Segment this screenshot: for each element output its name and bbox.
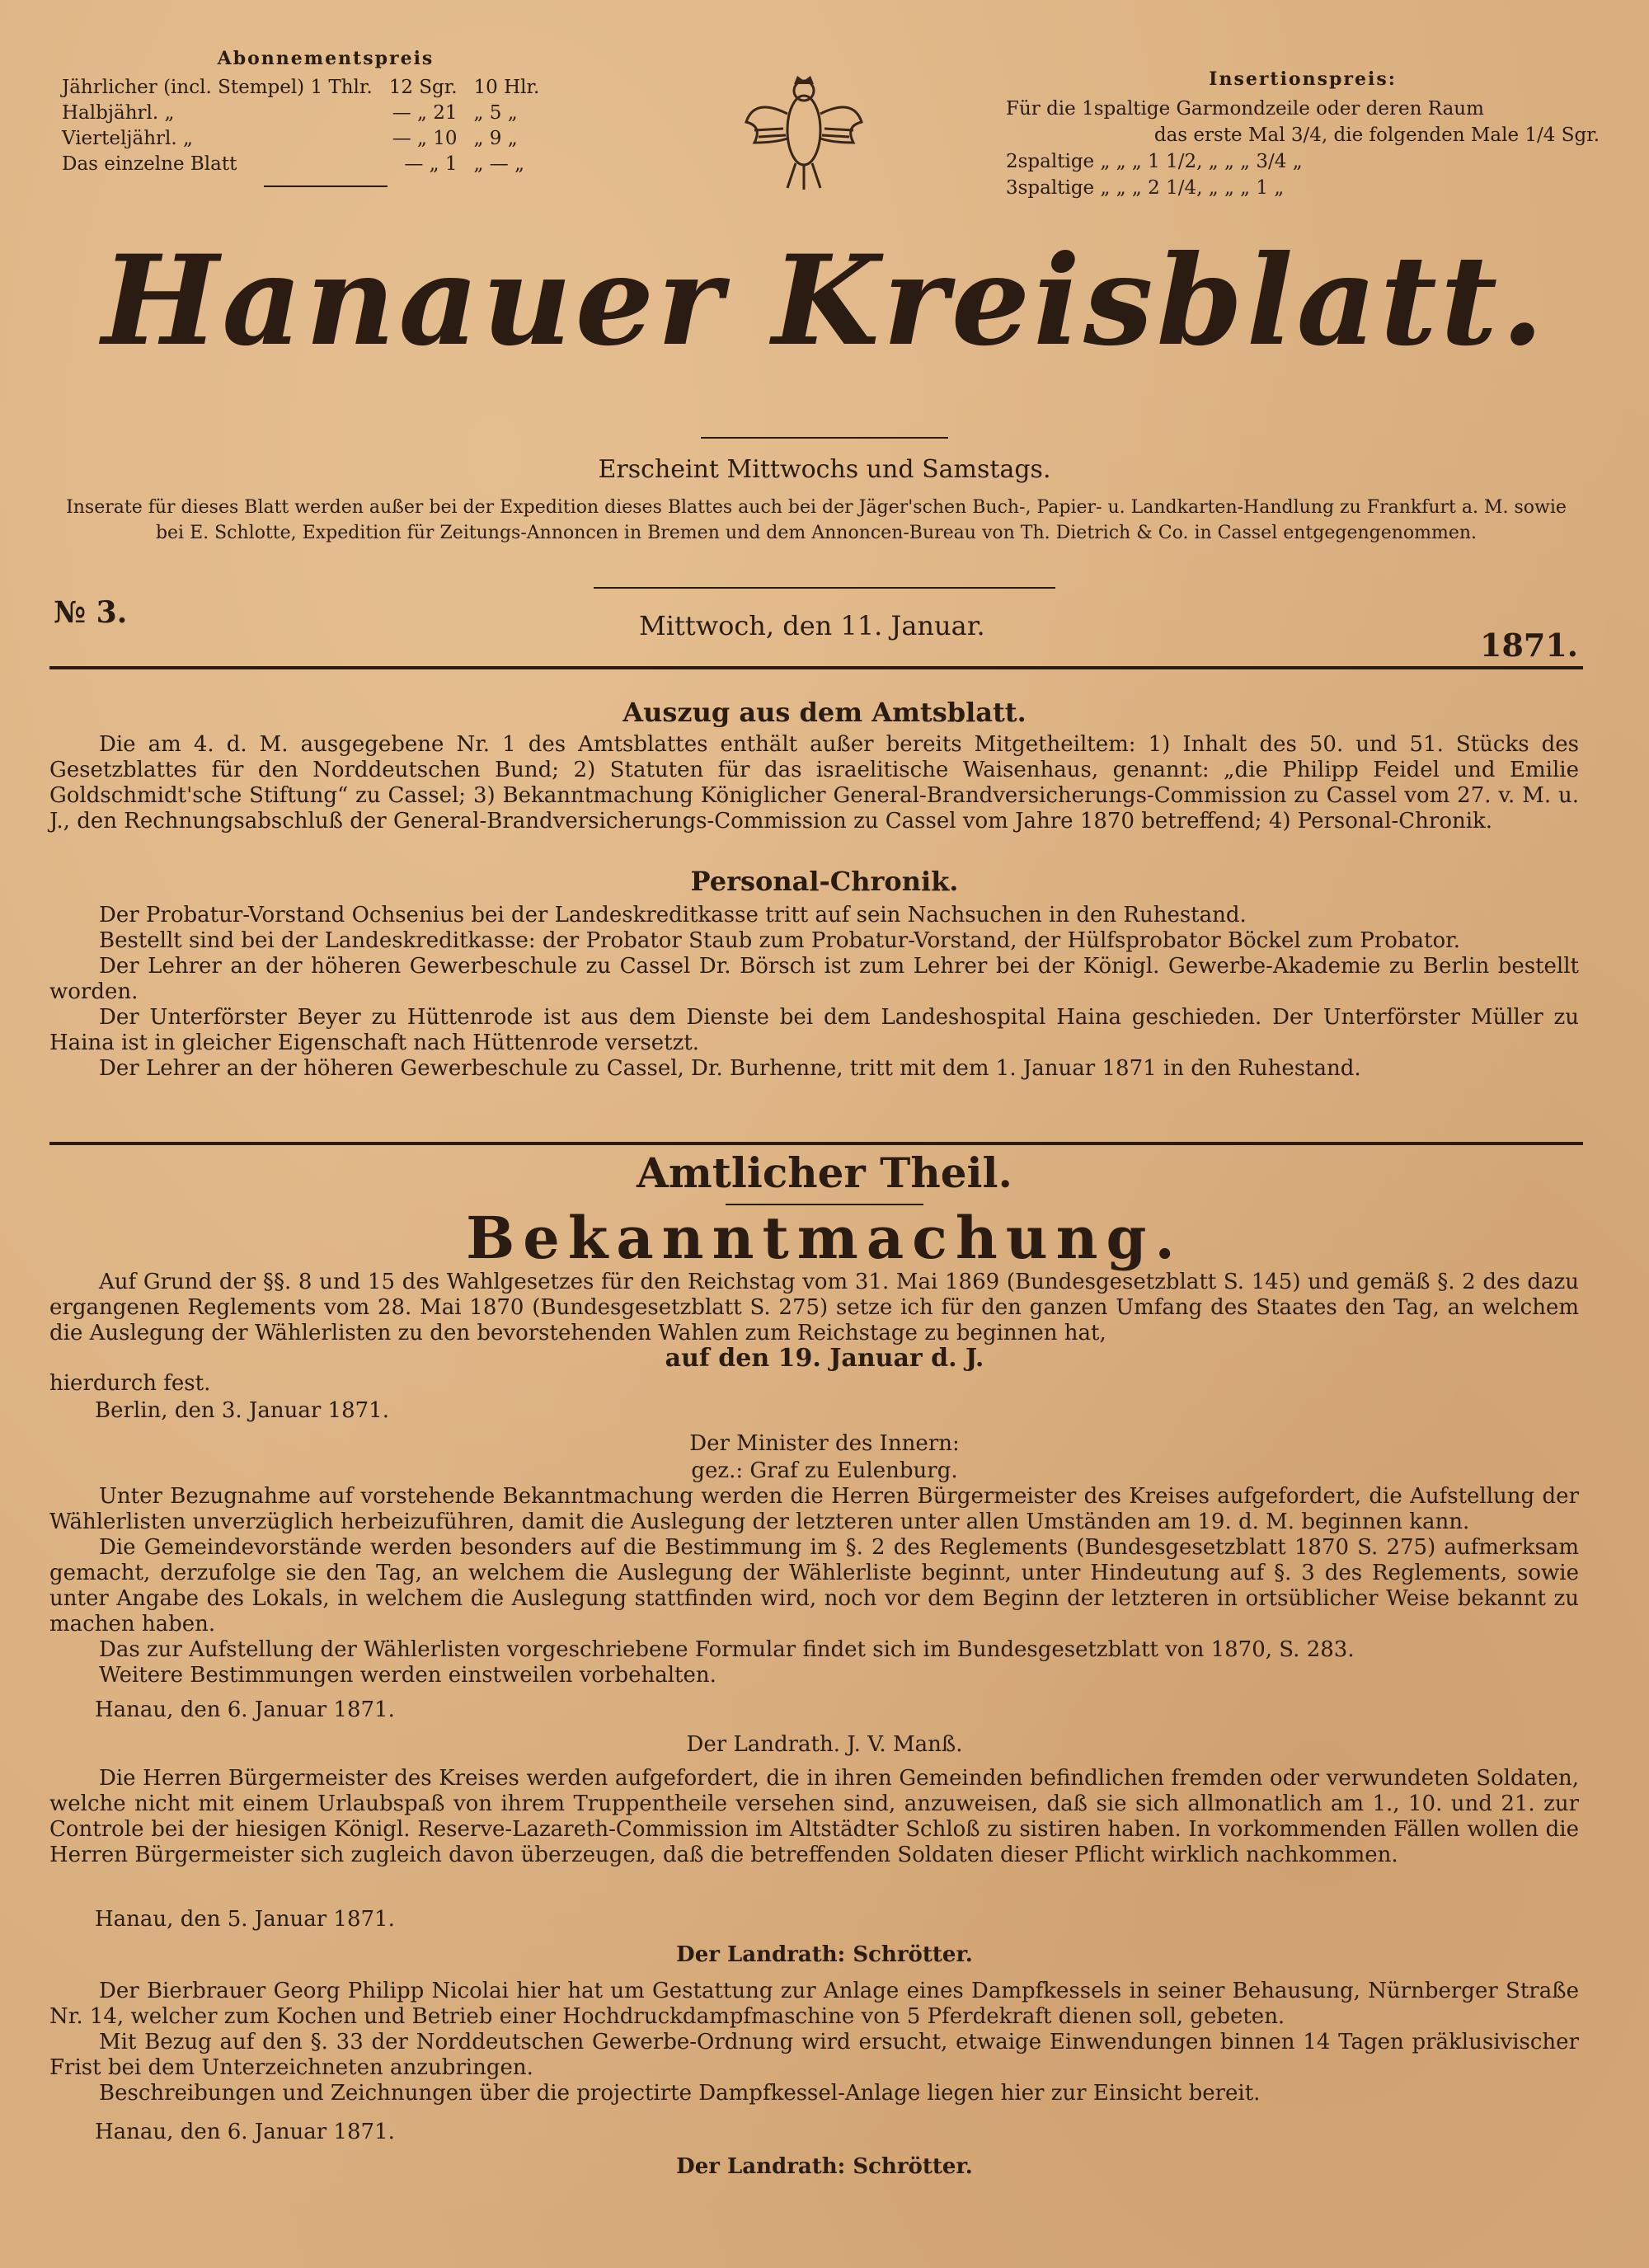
- bekanntmachung-paragraph: Auf Grund der §§. 8 und 15 des Wahlgesetzes für den Reichstag vom 31. Mai 1869 (Bundesgesetzblatt S. 145) und gemäß §. 2 des dazu ergangenen Reglements vom 28. Mai 1870 (Bundesgesetzblatt S. 275) setze ich für den ganzen Umfang des Staates den Tag, an welchem die Auslegung der Wählerlisten zu den bevorstehenden Wahlen zum Reichstage zu beginnen hat,: [49, 1270, 1579, 1345]
- landrath-signature: Der Landrath. J. V. Manß.: [686, 1732, 963, 1757]
- rate-cell: — „ 21: [392, 102, 458, 124]
- chronik-paragraph: Der Lehrer an der höheren Gewerbeschule zu Cassel, Dr. Burhenne, tritt mit dem 1. Januar 1871 in den Ruhestand.: [99, 1056, 1361, 1081]
- minister-signature: gez.: Graf zu Eulenburg.: [691, 1458, 958, 1483]
- soldaten-text: [49, 1766, 1579, 1868]
- hanau-date: Hanau, den 6. Januar 1871.: [95, 1697, 395, 1722]
- subscription-row: [54, 75, 547, 101]
- bekanntmachung-heading: Bekanntmachung.: [466, 1204, 1183, 1272]
- fest-line: hierdurch fest.: [49, 1371, 211, 1396]
- wahllisten-text: [49, 1484, 1579, 1688]
- chronik-paragraph: Der Lehrer an der höheren Gewerbeschule zu Cassel Dr. Börsch ist zum Lehrer bei der Königl. Gewerbe-Akademie zu Berlin bestellt worden.: [49, 954, 1579, 1004]
- landrath-signature: Der Landrath: Schrötter.: [676, 1942, 973, 1967]
- issue-date: Mittwoch, den 11. Januar.: [639, 610, 985, 641]
- insertion-line: Für die 1spaltige Garmondzeile oder deren Raum: [1006, 98, 1484, 120]
- rate-cell: Vierteljährl. „: [62, 128, 193, 149]
- hanau-date: Hanau, den 6. Januar 1871.: [95, 2120, 395, 2144]
- advert-notice: Inserate für dieses Blatt werden außer bei der Expedition dieses Blattes auch bei der Jäger'schen Buch-, Papier- u. Landkarten-Handlung zu Frankfurt a. M. sowie bei E. Schlotte, Expedition für Zeitungs-Annoncen in Bremen und dem Annoncen-Bureau von Th. Dietrich & Co. in Cassel entgegengenommen.: [66, 497, 1567, 543]
- berlin-date: Berlin, den 3. Januar 1871.: [95, 1398, 389, 1423]
- bekanntmachung-text: [49, 1270, 1579, 1346]
- rate-cell: „ 5 „: [473, 102, 518, 124]
- rate-cell: „ 9 „: [473, 128, 518, 149]
- rate-cell: Halbjährl. „: [62, 102, 175, 124]
- rate-cell: Jährlicher (incl. Stempel) 1 Thlr.: [62, 77, 373, 98]
- section-rule: [49, 1142, 1583, 1145]
- rate-cell: Das einzelne Blatt: [62, 153, 237, 175]
- wahllisten-paragraph: Weitere Bestimmungen werden einstweilen vorbehalten.: [99, 1663, 716, 1688]
- chronik-title: Personal-Chronik.: [690, 866, 959, 897]
- wahllisten-paragraph: Unter Bezugnahme auf vorstehende Bekanntmachung werden die Herren Bürgermeister des Kreises aufgefordert, die Aufstellung der Wählerlisten unverzüglich herbeizuführen, damit die Auslegung der letzteren unter allen Umständen am 19. d. M. beginnen kann.: [49, 1484, 1579, 1534]
- schedule-line: Erscheint Mittwochs und Samstags.: [598, 455, 1051, 484]
- subscription-table: [54, 75, 547, 177]
- subscription-row: [54, 101, 547, 126]
- rate-cell: 12 Sgr.: [388, 77, 458, 98]
- dampfkessel-paragraph: Der Bierbrauer Georg Philipp Nicolai hier hat um Gestattung zur Anlage eines Dampfkessels in seiner Behausung, Nürnberger Straße Nr. 14, welcher zum Kochen und Betrieb einer Hochdruckdampfmaschine von 5 Pferdekraft dienen soll, gebeten.: [49, 1979, 1579, 2029]
- notice-underline: [594, 587, 1055, 589]
- chronik-paragraph: Der Probatur-Vorstand Ochsenius bei der Landeskreditkasse tritt auf sein Nachsuchen in den Ruhestand.: [99, 903, 1247, 927]
- dampfkessel-text: [49, 1979, 1579, 2106]
- auszug-title: Auszug aus dem Amtsblatt.: [622, 697, 1027, 728]
- rate-cell: — „ 1: [404, 153, 458, 175]
- hanau-date: Hanau, den 5. Januar 1871.: [95, 1907, 395, 1932]
- insertion-line: das erste Mal 3/4, die folgenden Male 1/4 Sgr.: [1153, 124, 1600, 146]
- subscription-row: [54, 126, 547, 152]
- soldaten-paragraph: Die Herren Bürgermeister des Kreises werden aufgefordert, die in ihren Gemeinden befindlichen fremden oder verwundeten Soldaten, welche nicht mit einem Urlaubspaß von ihrem Truppentheile versehen sind, anzuweisen, daß sie sich allmonatlich am 1., 10. und 21. zur Controle bei der hiesigen Königl. Reserve-Lazareth-Commission im Altstädter Schloß zu sistiren haben. In vorkommenden Fällen wollen die Herren Bürgermeister sich zugleich davon überzeugen, daß die betreffenden Soldaten dieser Pflicht wirklich nachkommen.: [49, 1766, 1579, 1867]
- eagle-emblem: [738, 64, 870, 196]
- subscription-row: [54, 152, 547, 177]
- insertion-line: 2spaltige „ „ „ 1 1/2, „ „ „ 3/4 „: [1006, 151, 1303, 172]
- rate-cell: „ — „: [473, 153, 524, 175]
- auszug-text: [49, 732, 1579, 834]
- election-date: auf den 19. Januar d. J.: [665, 1344, 984, 1373]
- newspaper-title: Hanauer Kreisblatt.: [101, 228, 1548, 373]
- eagle-icon: [738, 64, 870, 196]
- dampfkessel-paragraph: Mit Bezug auf den §. 33 der Norddeutschen Gewerbe-Ordnung wird ersucht, etwaige Einwendungen binnen 14 Tagen präklusivischer Frist bei dem Unterzeichneten anzubringen.: [49, 2030, 1579, 2080]
- wahllisten-paragraph: Das zur Aufstellung der Wählerlisten vorgeschriebene Formular findet sich im Bundesgesetzblatt von 1870, S. 283.: [99, 1637, 1355, 1662]
- issue-year: 1871.: [1480, 627, 1578, 664]
- title-underline: [701, 437, 948, 439]
- landrath-signature: Der Landrath: Schrötter.: [676, 2154, 973, 2179]
- issue-number: № 3.: [54, 595, 128, 630]
- insertion-line: 3spaltige „ „ „ 2 1/4, „ „ „ 1 „: [1006, 177, 1285, 199]
- subscription-box: [54, 45, 598, 187]
- rate-cell: 10 Hlr.: [473, 77, 540, 98]
- insertion-title: Insertionspreis:: [1209, 68, 1397, 90]
- header-rule: [49, 666, 1583, 669]
- insertion-box: [1006, 66, 1600, 201]
- chronik-paragraph: Bestellt sind bei der Landeskreditkasse: der Probator Staub zum Probatur-Vorstand, der Hülfsprobator Böckel zum Probator.: [99, 928, 1460, 953]
- minister-line: Der Minister des Innern:: [689, 1431, 960, 1456]
- auszug-paragraph: Die am 4. d. M. ausgegebene Nr. 1 des Amtsblattes enthält außer bereits Mitgetheiltem: 1) Inhalt des 50. und 51. Stücks des Gesetzblattes für den Norddeutschen Bund; 2) Statuten für das israelitische Waisenhaus, genannt: „die Philipp Feidel und Emilie Goldschmidt'sche Stiftung“ zu Cassel; 3) Bekanntmachung Königlicher General-Brandversicherungs-Commission zu Cassel vom 27. v. M. u. J., den Rechnungsabschluß der General-Brandversicherungs-Commission zu Cassel vom Jahre 1870 betreffend; 4) Personal-Chronik.: [49, 732, 1579, 833]
- chronik-text: [49, 903, 1579, 1082]
- dampfkessel-paragraph: Beschreibungen und Zeichnungen über die projectirte Dampfkessel-Anlage liegen hier zur Einsicht bereit.: [99, 2081, 1261, 2106]
- rate-cell: — „ 10: [392, 128, 458, 149]
- subscription-title: Abonnementspreis: [217, 48, 435, 69]
- ornament-divider: [264, 185, 388, 187]
- chronik-paragraph: Der Unterförster Beyer zu Hüttenrode ist aus dem Dienste bei dem Landeshospital Haina geschieden. Der Unterförster Müller zu Haina ist in gleicher Eigenschaft nach Hüttenrode versetzt.: [49, 1005, 1579, 1055]
- wahllisten-paragraph: Die Gemeindevorstände werden besonders auf die Bestimmung im §. 2 des Reglements (Bundesgesetzblatt 1870 S. 275) aufmerksam gemacht, derzufolge sie den Tag, an welchem die Auslegung der Wählerliste beginnt, unter Hindeutung auf §. 3 des Reglements, sowie unter Angabe des Lokals, in welchem die Auslegung stattfinden wird, noch vor dem Beginn der letzteren in ortsüblicher Weise bekannt zu machen haben.: [49, 1535, 1579, 1636]
- amtlich-title: Amtlicher Theil.: [637, 1148, 1012, 1197]
